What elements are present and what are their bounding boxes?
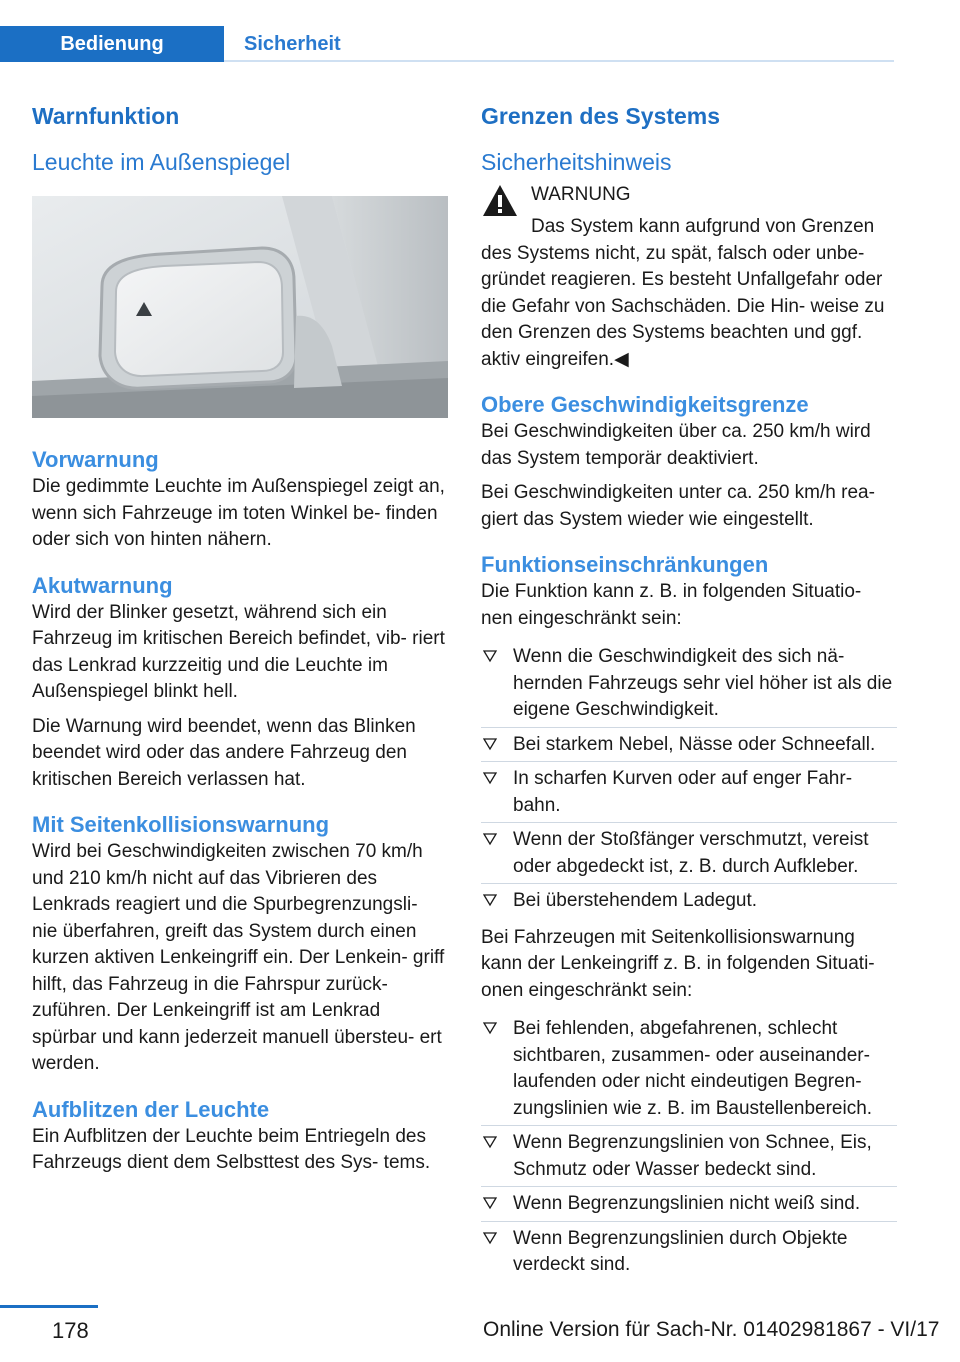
text-einschraenkungen-intro: Die Funktion kann z. B. in folgenden Situatio‐ nen eingeschränkt sein: (481, 581, 862, 629)
heading-aufblitzen: Aufblitzen der Leuchte (32, 1096, 270, 1122)
chapter-tabs (0, 26, 371, 62)
list-item-text: Wenn die Geschwindigkeit des sich nä‐ hernden Fahrzeugs sehr viel höher ist als die eigene Geschwindigkeit. (513, 646, 893, 720)
heading-seitenkollision: Mit Seitenkollisionswarnung (32, 812, 330, 837)
triangle-bullet-icon (483, 1021, 497, 1035)
text-vorwarnung: Die gedimmte Leuchte im Außenspiegel zeigt an, wenn sich Fahrzeuge im toten Winkel be‐ finden oder sich von hinten nähern. (32, 476, 445, 550)
warning-text: Das System kann aufgrund von Grenzen des Systems nicht, zu spät, falsch oder unbe‐ gründet reagieren. Es besteht Unfallgefahr oder die Gefahr von Sachschäden. Die Hin‐ weise zu den Grenzen des Systems beachten und ggf. aktiv eingreifen.◀ (481, 216, 885, 370)
limitations-list (481, 640, 897, 919)
heading-vorwarnung: Vorwarnung (32, 447, 159, 472)
footer-version-text: Online Version für Sach-Nr. 01402981867 - VI/17 (483, 1318, 940, 1341)
subsection-title-sicherheitshinweis: Sicherheitshinweis (481, 149, 672, 175)
left-column (32, 100, 448, 1185)
tab-bedienung[interactable]: Bedienung (0, 26, 224, 62)
triangle-bullet-icon (483, 649, 497, 663)
warning-block (481, 182, 897, 373)
heading-funktionseinschraenkungen: Funktionseinschränkungen (481, 552, 769, 577)
tab-rule (224, 60, 894, 62)
text-einschraenkungen-intro2: Bei Fahrzeugen mit Seitenkollisionswarnung kann der Lenkeingriff z. B. in folgenden Situati‐ onen eingeschränkt sein: (481, 926, 875, 1001)
list-item (481, 884, 897, 919)
triangle-bullet-icon (483, 832, 497, 846)
list-item (481, 823, 897, 884)
list-item (481, 1222, 897, 1283)
list-item-text: Bei starkem Nebel, Nässe oder Schneefall. (513, 733, 876, 755)
list-item-text: In scharfen Kurven oder auf enger Fahr‐ bahn. (513, 768, 853, 816)
page-number: 178 (52, 1318, 89, 1343)
text-akutwarnung-2: Die Warnung wird beendet, wenn das Blinken beendet wird oder das andere Fahrzeug den kritischen Bereich verlassen hat. (32, 715, 416, 790)
triangle-bullet-icon (483, 737, 497, 751)
subsection-title-leuchte: Leuchte im Außenspiegel (32, 149, 291, 175)
section-title-grenzen: Grenzen des Systems (481, 103, 721, 129)
footer-rule (0, 1305, 98, 1308)
list-item (481, 640, 897, 728)
list-item-text: Bei fehlenden, abgefahrenen, schlecht sichtbaren, zusammen- oder auseinander‐ laufenden oder nicht eindeutigen Begren‐ zungslinien wie z. B. im Baustellenbereich. (513, 1018, 873, 1119)
triangle-bullet-icon (483, 1196, 497, 1210)
text-akutwarnung-1: Wird der Blinker gesetzt, während sich ein Fahrzeug im kritischen Bereich befindet, vib‐ riert das Lenkrad kurzzeitig und die Leuchte im Außenspiegel blinkt hell. (32, 601, 445, 702)
list-item-text: Wenn Begrenzungslinien durch Objekte verdeckt sind. (513, 1227, 848, 1275)
triangle-bullet-icon (483, 771, 497, 785)
list-item-text: Wenn Begrenzungslinien von Schnee, Eis, Schmutz oder Wasser bedeckt sind. (513, 1132, 872, 1180)
triangle-bullet-icon (483, 1135, 497, 1149)
list-item (481, 762, 897, 823)
triangle-bullet-icon (483, 1231, 497, 1245)
warning-triangle-icon (481, 182, 519, 220)
list-item-text: Wenn Begrenzungslinien nicht weiß sind. (513, 1193, 861, 1214)
right-column (481, 100, 897, 1283)
list-item (481, 728, 897, 763)
text-seitenkollision: Wird bei Geschwindigkeiten zwischen 70 km/h und 210 km/h nicht auf das Vibrieren des Lenkrads reagiert und die Spurbegrenzungsli‐ nie überfahren, greift das System durch einen kurzen aktiven Lenkeingriff ein. Der Lenkein‐ griff hilft, das Fahrzeug in die Fahrspur zurück‐ zuführen. Der Lenkeingriff ist am Lenkrad spürbar und kann jederzeit manuell übersteu‐ ert werden. (32, 841, 445, 1074)
tab-sicherheit[interactable]: Sicherheit (244, 33, 341, 55)
heading-obere-grenze: Obere Geschwindigkeitsgrenze (481, 392, 809, 417)
list-item-text: Wenn der Stoßfänger verschmutzt, vereist oder abgedeckt ist, z. B. durch Aufkleber. (513, 829, 869, 877)
text-aufblitzen: Ein Aufblitzen der Leuchte beim Entriegeln des Fahrzeugs dient dem Selbsttest des Sys‐ tems. (32, 1125, 431, 1173)
mirror-photo (32, 196, 448, 418)
text-obere-2: Bei Geschwindigkeiten unter ca. 250 km/h rea‐ giert das System wieder wie eingestellt. (481, 482, 875, 530)
triangle-bullet-icon (483, 893, 497, 907)
section-title-warnfunktion: Warnfunktion (32, 103, 180, 129)
list-item (481, 1187, 897, 1222)
list-item (481, 1126, 897, 1187)
list-item (481, 1012, 897, 1126)
steering-limitations-list (481, 1012, 897, 1283)
heading-akutwarnung: Akutwarnung (32, 572, 173, 598)
text-obere-1: Bei Geschwindigkeiten über ca. 250 km/h wird das System temporär deaktiviert. (481, 421, 871, 469)
warning-label: WARNUNG (531, 184, 631, 205)
list-item-text: Bei überstehendem Ladegut. (513, 890, 758, 911)
